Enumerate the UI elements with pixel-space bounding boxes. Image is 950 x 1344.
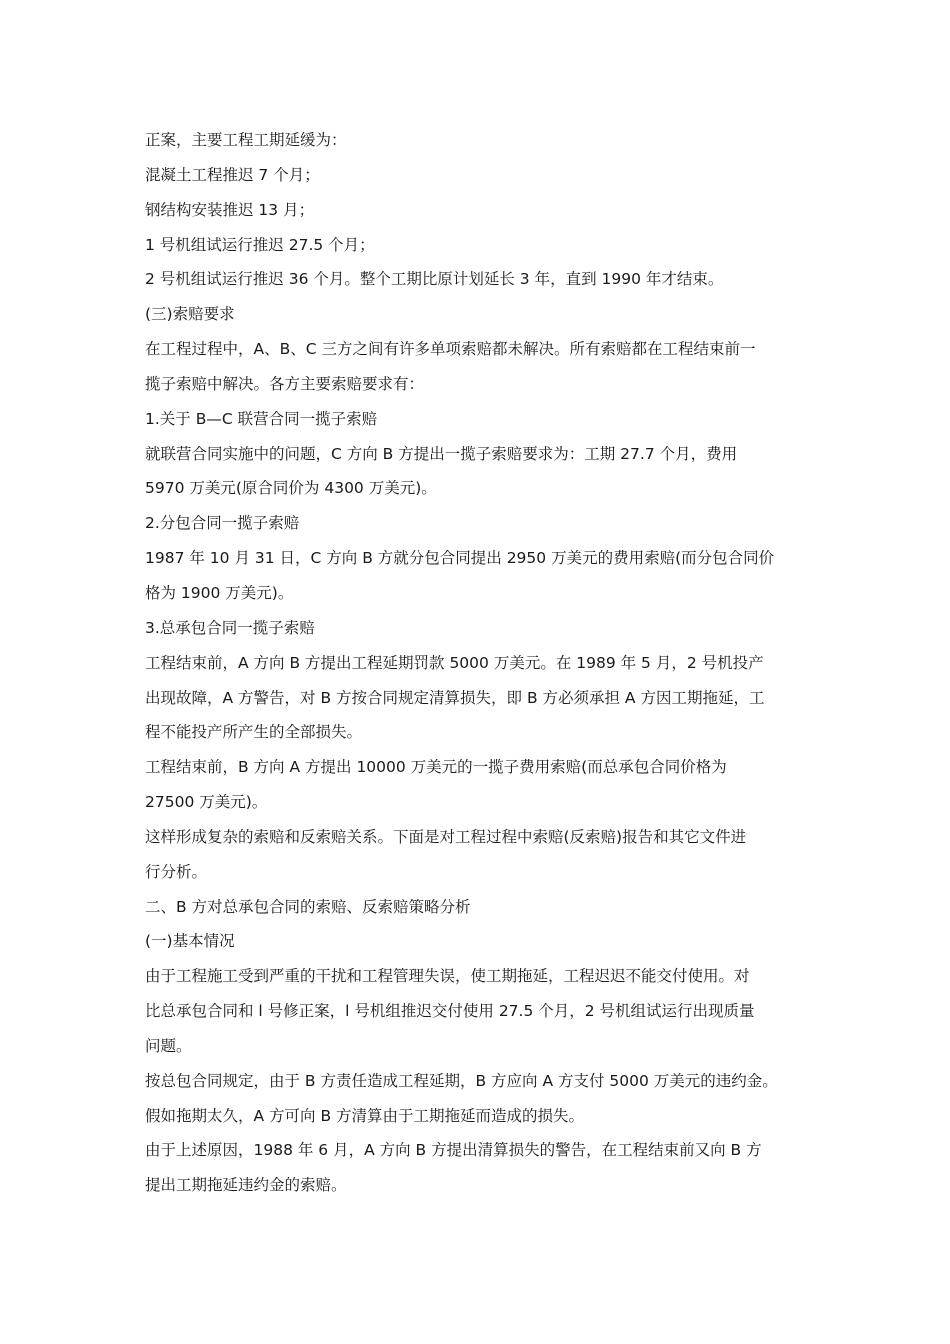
text-line: 5970 万美元(原合同价为 4300 万美元)。	[145, 479, 437, 498]
text-line: 假如拖期太久，A 方可向 B 方清算由于工期拖延而造成的损失。	[145, 1106, 585, 1125]
text-line: 1 号机组试运行推迟 27.5 个月；	[145, 235, 375, 254]
text-line: 程不能投产所产生的全部损失。	[145, 723, 363, 742]
text-line: 钢结构安装推迟 13 月；	[145, 200, 315, 219]
subsection-heading: 1.关于 B—C 联营合同一揽子索赔	[145, 409, 378, 428]
text-line: 这样形成复杂的索赔和反索赔关系。下面是对工程过程中索赔(反索赔)报告和其它文件进	[145, 827, 747, 846]
text-line: 由于上述原因，1988 年 6 月，A 方向 B 方提出清算损失的警告，在工程结束前又向 B 方	[145, 1141, 762, 1160]
section-heading: (三)索赔要求	[145, 305, 235, 324]
text-line: 在工程过程中，A、B、C 三方之间有许多单项索赔都未解决。所有索赔都在工程结束前一	[145, 340, 756, 359]
text-line: 比总承包合同和 l 号修正案，l 号机组推迟交付使用 27.5 个月，2 号机组试运行出现质量	[145, 1002, 755, 1021]
text-line: 由于工程施工受到严重的干扰和工程管理失误，使工期拖延，工程迟迟不能交付使用。对	[145, 967, 750, 986]
text-line: 27500 万美元)。	[145, 793, 268, 812]
text-line: 问题。	[145, 1036, 192, 1055]
text-line: 2 号机组试运行推迟 36 个月。整个工期比原计划延长 3 年，直到 1990 年才结束。	[145, 270, 724, 289]
text-line: 就联营合同实施中的问题，C 方向 B 方提出一揽子索赔要求为：工期 27.7 个月，费用	[145, 444, 738, 463]
text-line: 提出工期拖延违约金的索赔。	[145, 1176, 347, 1195]
text-line: 1987 年 10 月 31 日，C 方向 B 方就分包合同提出 2950 万美元的费用索赔(而分包合同价	[145, 549, 775, 568]
subsection-heading: (一)基本情况	[145, 932, 235, 951]
text-line: 格为 1900 万美元)。	[145, 583, 294, 602]
subsection-heading: 2.分包合同一揽子索赔	[145, 514, 300, 533]
section-heading: 二、B 方对总承包合同的索赔、反索赔策略分析	[145, 897, 471, 916]
text-line: 工程结束前，A 方向 B 方提出工程延期罚款 5000 万美元。在 1989 年 5 月，2 号机投产	[145, 653, 764, 672]
text-line: 工程结束前，B 方向 A 方提出 10000 万美元的一揽子费用索赔(而总承包合同价格为	[145, 758, 727, 777]
text-line: 行分析。	[145, 862, 208, 881]
text-line: 混凝土工程推迟 7 个月；	[145, 165, 320, 184]
document-body	[145, 123, 815, 1203]
text-line: 揽子索赔中解决。各方主要索赔要求有：	[145, 374, 425, 393]
text-line: 正案，主要工程工期延缓为：	[145, 131, 347, 149]
subsection-heading: 3.总承包合同一揽子索赔	[145, 618, 315, 637]
text-line: 出现故障，A 方警告，对 B 方按合同规定清算损失，即 B 方必须承担 A 方因工期拖延，工	[145, 688, 765, 707]
text-line: 按总包合同规定，由于 B 方责任造成工程延期，B 方应向 A 方支付 5000 万美元的违约金。	[145, 1071, 778, 1090]
